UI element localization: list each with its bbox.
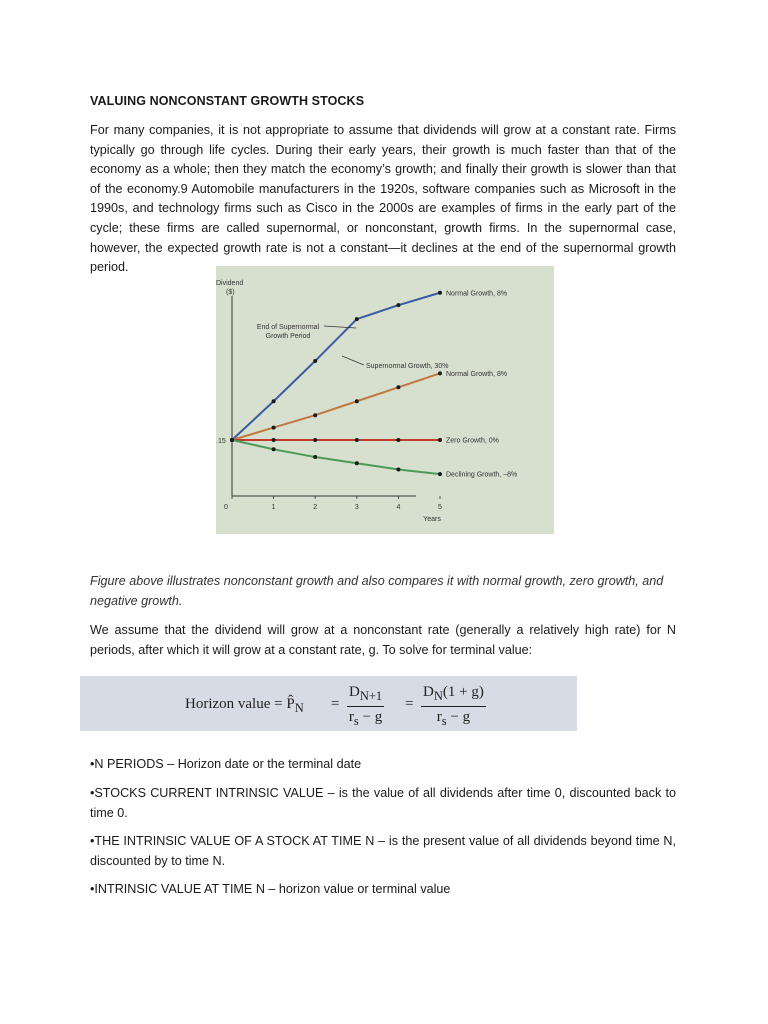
end-supernormal-annotation-line2: Growth Period — [265, 333, 311, 340]
point-super-1 — [272, 399, 276, 403]
intro-paragraph: For many companies, it is not appropriate to assume that dividends will grow at a constant rate. Firms typically go through life cycles. During their early years, their growth is much faster than that of the economy as a whole; then they match the economy’s growth; and finally their growth is slower than that of the economy.9 Automobile manufacturers in the 1920s, software companies such as Microsoft in the 1990s, and technology firms such as Cisco in the 2000s are examples of firms in the early part of the cycle; these firms are called supernormal, or nonconstant, growth firms. In the supernormal case, however, the expected growth rate is not a constant—it declines at the end of the supernormal growth period. — [90, 123, 676, 275]
series-label-super: Normal Growth, 8% — [446, 290, 508, 298]
f1-num-text: D — [349, 684, 360, 700]
growth-chart-svg — [216, 266, 554, 534]
formula-equals-2: = — [405, 696, 414, 712]
f1-den-tail: − g — [358, 709, 383, 725]
section-heading: VALUING NONCONSTANT GROWTH STOCKS — [90, 94, 365, 108]
x-tick-label-3: 3 — [354, 504, 359, 511]
end-supernormal-pointer — [324, 326, 356, 328]
x-tick-label-5: 5 — [438, 504, 442, 511]
x-tick-label-0: 0 — [224, 504, 228, 511]
supernormal-annotation: Supernormal Growth, 30% — [366, 363, 449, 370]
fraction-1-numerator — [347, 684, 384, 707]
point-normal-3 — [355, 399, 359, 403]
point-decline-1 — [272, 447, 276, 451]
formula-equals-1: = — [331, 696, 340, 712]
fraction-2-denominator — [421, 707, 486, 729]
formula-lhs-sub: N — [294, 701, 304, 715]
y-axis-label-line1: Dividend — [216, 280, 244, 287]
series-line-normal — [232, 373, 440, 440]
point-decline-5 — [438, 472, 442, 476]
point-super-3 — [355, 317, 359, 321]
figure-caption: Figure above illustrates nonconstant growth and also compares it with normal growth, zero growth, and negative growth. — [90, 574, 664, 608]
f2-num-tail: (1 + g) — [442, 684, 484, 700]
point-zero-3 — [355, 438, 359, 442]
horizon-value-formula — [80, 676, 577, 731]
point-decline-2 — [313, 455, 317, 459]
f2-num-sub: N — [433, 689, 443, 703]
end-supernormal-annotation-line1: End of Supernormal — [256, 324, 320, 331]
formula-lhs — [185, 696, 304, 716]
point-super-5 — [438, 291, 442, 295]
series-line-decline — [232, 440, 440, 474]
point-zero-4 — [396, 438, 400, 442]
x-tick-label-1: 1 — [271, 504, 276, 511]
bullet-n-periods: •N PERIODS – Horizon date or the terminal date — [90, 757, 362, 771]
growth-chart — [216, 266, 554, 534]
point-super-2 — [313, 359, 317, 363]
point-decline-4 — [396, 467, 400, 471]
fraction-2-numerator — [421, 684, 486, 707]
formula-fraction-1 — [347, 684, 384, 729]
formula-fraction-2 — [421, 684, 486, 729]
point-normal-4 — [396, 385, 400, 389]
point-normal-1 — [272, 426, 276, 430]
point-normal-5 — [438, 371, 442, 375]
x-tick-label-4: 4 — [396, 504, 401, 511]
x-axis-label: Years — [423, 516, 441, 523]
series-label-normal: Normal Growth, 8% — [446, 370, 508, 378]
point-super-4 — [396, 303, 400, 307]
f1-den-sub: s — [353, 714, 359, 728]
series-label-decline: Declining Growth, –8% — [446, 471, 518, 479]
bullet-current-intrinsic-value: •STOCKS CURRENT INTRINSIC VALUE – is the value of all dividends after time 0, discounted back to time 0. — [90, 786, 676, 820]
f1-den-text: r — [348, 709, 354, 725]
bullet-horizon-value: •INTRINSIC VALUE AT TIME N – horizon value or terminal value — [90, 882, 451, 896]
point-decline-0 — [230, 438, 234, 442]
fraction-1-denominator — [347, 707, 384, 729]
point-decline-3 — [355, 461, 359, 465]
y-axis-label-line2: ($) — [226, 289, 235, 296]
point-zero-2 — [313, 438, 317, 442]
formula-lhs-text: Horizon value = P̂ — [185, 696, 295, 712]
point-zero-1 — [272, 438, 276, 442]
f2-den-tail: − g — [446, 709, 471, 725]
f1-num-sub: N+1 — [359, 689, 383, 703]
f2-num-text: D — [423, 684, 434, 700]
point-zero-5 — [438, 438, 442, 442]
series-label-zero: Zero Growth, 0% — [446, 437, 499, 445]
point-normal-2 — [313, 413, 317, 417]
assumption-paragraph: We assume that the dividend will grow at a nonconstant rate (generally a relatively high rate) for N periods, after which it will grow at a constant rate, g. To solve for terminal value: — [90, 623, 676, 657]
x-tick-label-2: 2 — [313, 504, 318, 511]
f2-den-sub: s — [441, 714, 447, 728]
f2-den-text: r — [436, 709, 442, 725]
supernormal-pointer — [342, 356, 364, 365]
y-start-label: .15 — [216, 438, 226, 445]
bullet-intrinsic-value-time-n: •THE INTRINSIC VALUE OF A STOCK AT TIME N – is the present value of all dividends beyond time N, discounted by to time N. — [90, 834, 676, 868]
